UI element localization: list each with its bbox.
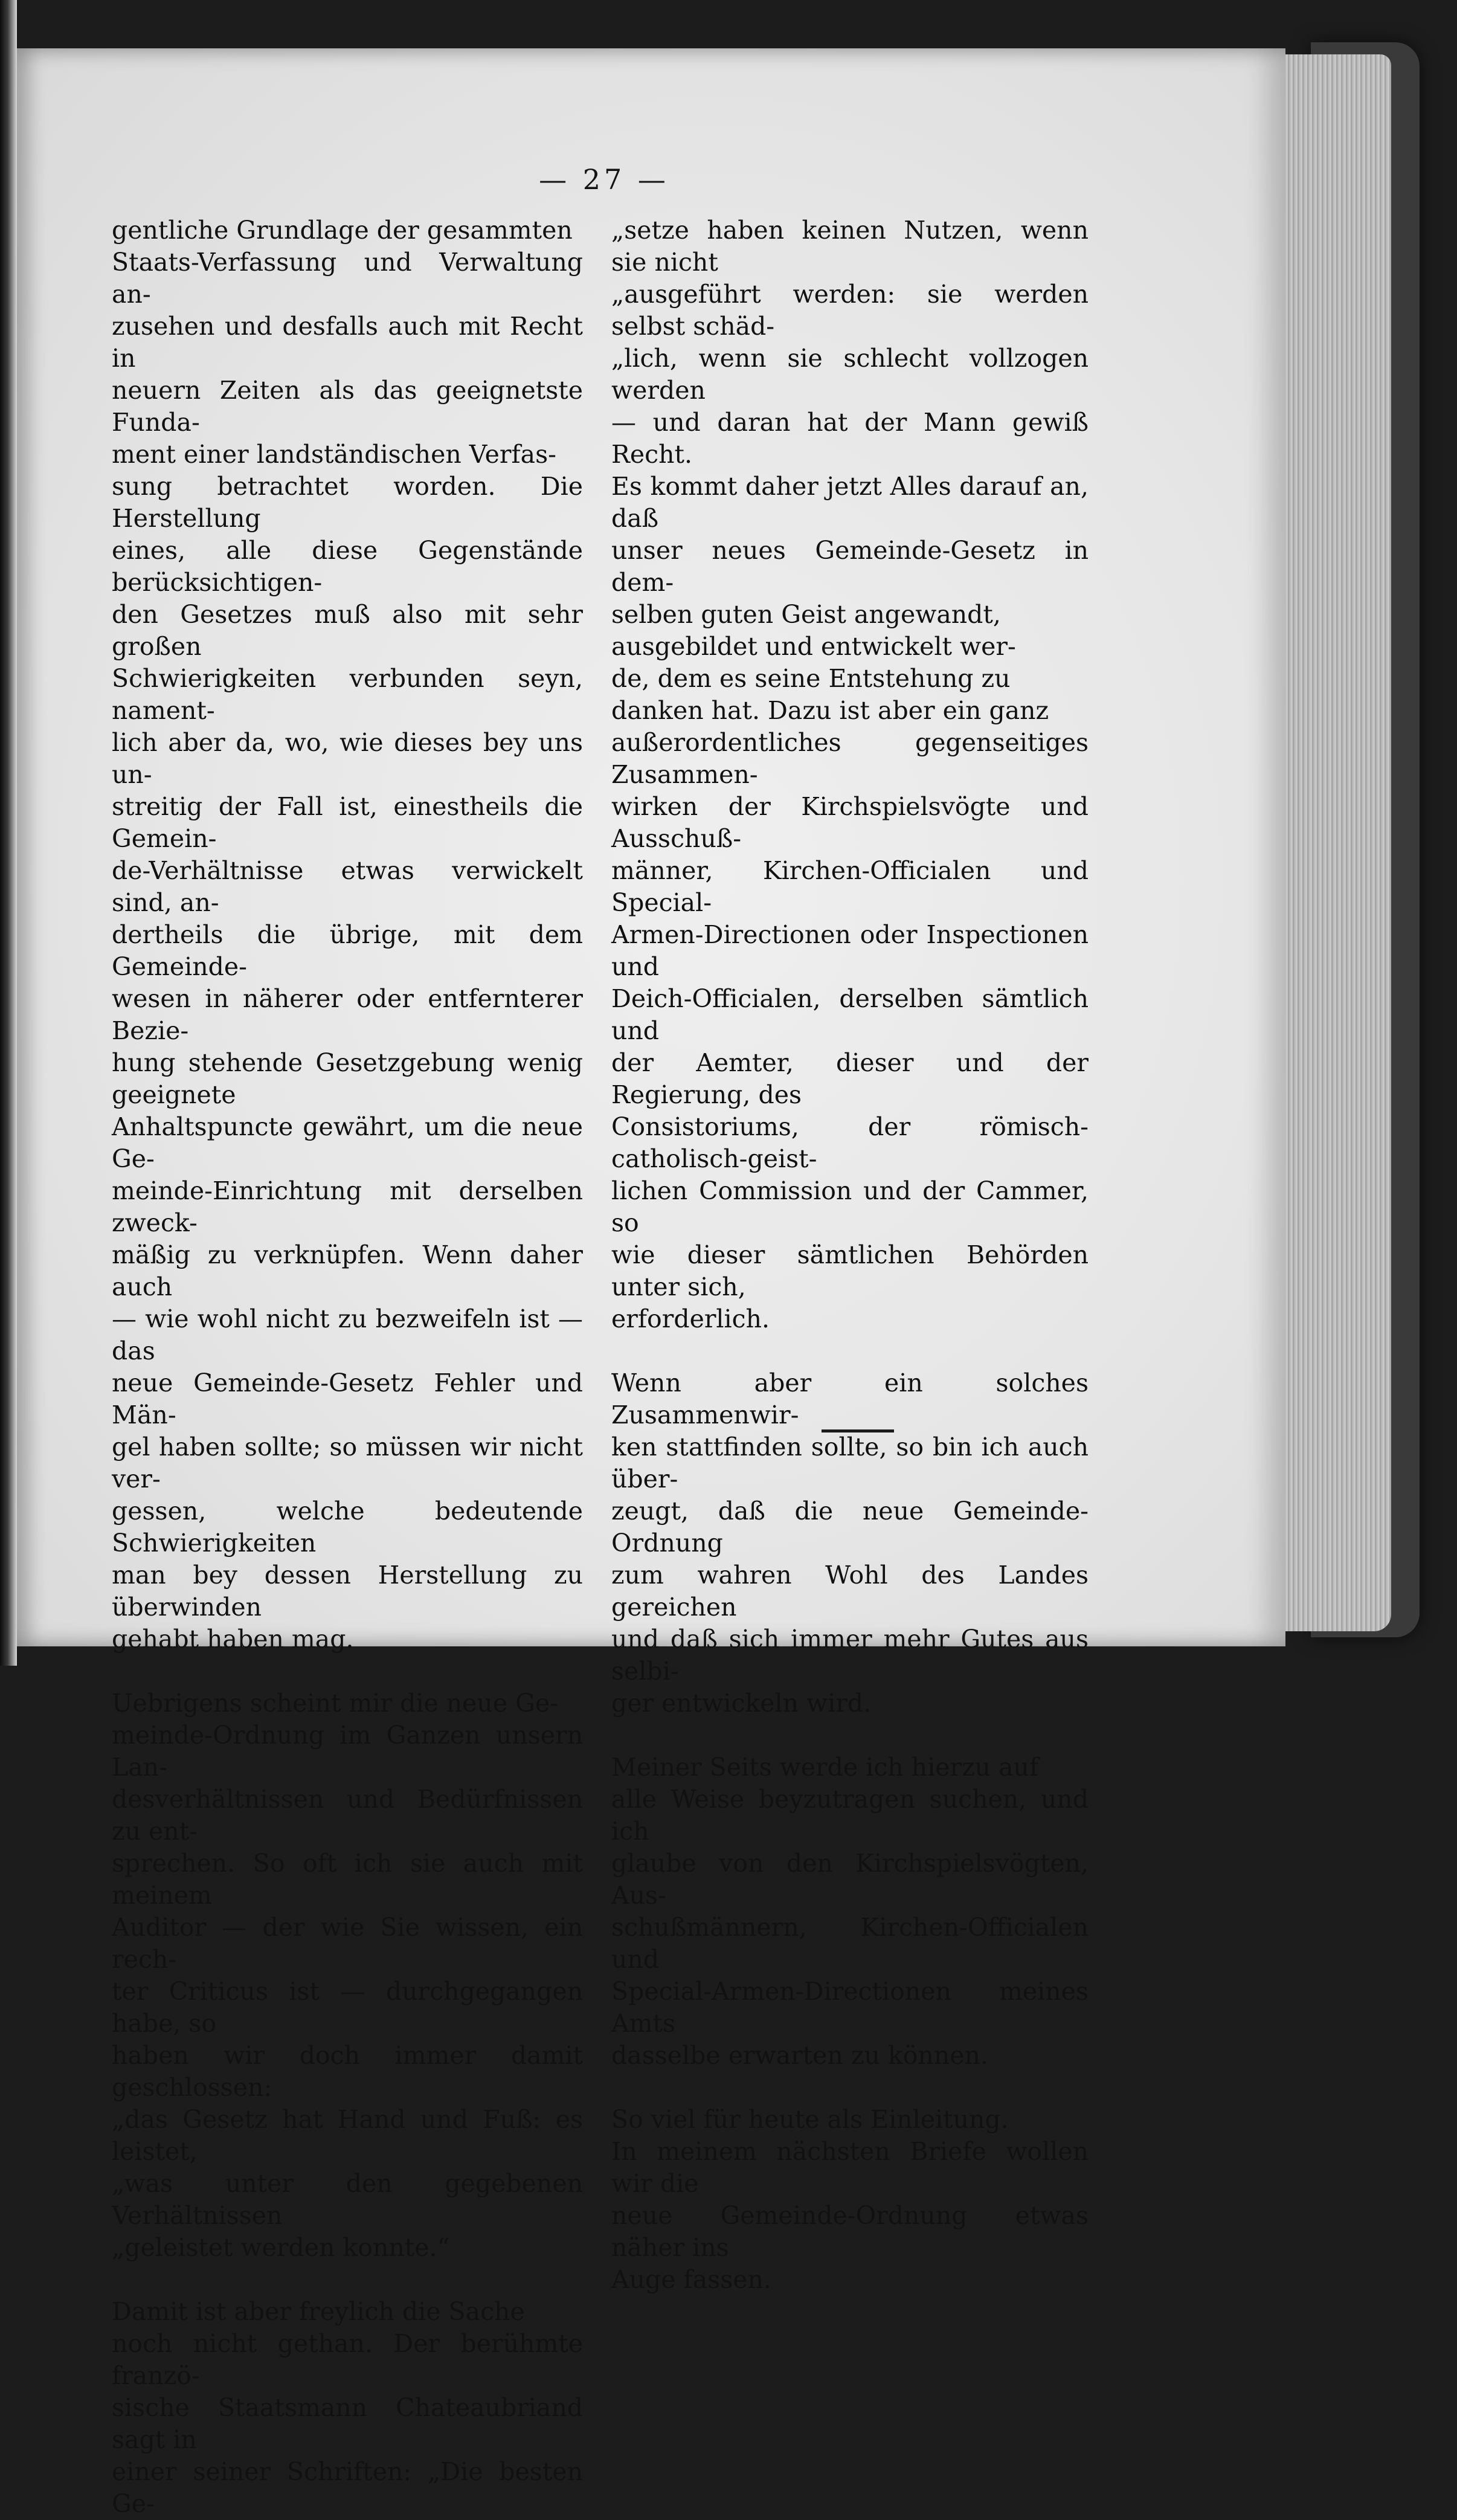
paragraph: Wenn aber ein solches Zusammenwir- ken stattfinden sollte, so bin ich auch über- zeugt, daß die neue Gemeinde-Ordnung zum wahren Wohl des Landes gereichen und daß sich immer mehr Gutes aus selbi- ger entwickeln wird.: [611, 1368, 1089, 1718]
paragraph: Meiner Seits werde ich hierzu auf alle Weise beyzutragen suchen, und ich glaube von den Kirchspielsvögten, Aus- schußmännern, Kirchen-Officialen und Special-Armen-Directionen meines Amts dasselbe erwarten zu können.: [611, 1753, 1089, 2070]
paragraph: So viel für heute als Einleitung. In meinem nächsten Briefe wollen wir die neue Gemeinde-Ordnung etwas näher ins Auge fassen.: [611, 2105, 1089, 2294]
book-gutter: [0, 0, 17, 1666]
left-column: [112, 214, 583, 2520]
paragraph: Uebrigens scheint mir die neue Ge- meinde-Ordnung im Ganzen unsern Lan- desverhältnissen und Bedürfnissen zu ent- sprechen. So oft ich sie auch mit meinem Auditor — der wie Sie wissen, ein rech- ter Criticus ist — durchgegangen habe, so haben wir doch immer damit geschlossen: „das Gesetz hat Hand und Fuß: es leistet, „was unter den gegebenen Verhältnissen „geleistet werden konnte.“: [112, 1689, 583, 2262]
paragraph: „setze haben keinen Nutzen, wenn sie nicht „ausgeführt werden: sie werden selbst schäd- „lich, wenn sie schlecht vollzogen werden — und daran hat der Mann gewiß Recht. Es kommt daher jetzt Alles darauf an, daß unser neues Gemeinde-Gesetz in dem- selben guten Geist angewandt, ausgebildet und entwickelt wer- de, dem es seine Entstehung zu danken hat. Dazu ist aber ein ganz außerordentliches gegenseitiges Zusammen- wirken der Kirchspielsvögte und Ausschuß- männer, Kirchen-Officialen und Special- Armen-Directionen oder Inspectionen und Deich-Officialen, derselben sämtlich und der Aemter, dieser und der Regierung, des Consistoriums, der römisch-catholisch-geist- lichen Commission und der Cammer, so wie dieser sämtlichen Behörden unter sich, erforderlich.: [611, 216, 1089, 1333]
paragraph: Damit ist aber freylich die Sache noch nicht gethan. Der berühmte franzö- sische Staatsmann Chateaubriand sagt in einer seiner Schriften: „Die besten Ge-: [112, 2297, 583, 2518]
right-column: [611, 214, 1089, 2296]
page-number: — 27 —: [539, 163, 669, 196]
section-end-rule: [822, 1429, 894, 1432]
page-stack-edge: [1285, 54, 1391, 1631]
paragraph: gentliche Grundlage der gesammten Staats-Verfassung und Verwaltung an- zusehen und desfalls auch mit Recht in neuern Zeiten als das geeignetste Funda- ment einer landständischen Verfas- sung betrachtet worden. Die Herstellung eines, alle diese Gegenstände berücksichtigen- den Gesetzes muß also mit sehr großen Schwierigkeiten verbunden seyn, nament- lich aber da, wo, wie dieses bey uns un- streitig der Fall ist, einestheils die Gemein- de-Verhältnisse etwas verwickelt sind, an- dertheils die übrige, mit dem Gemeinde- wesen in näherer oder entfernterer Bezie- hung stehende Gesetzgebung wenig geeignete Anhaltspuncte gewährt, um die neue Ge- meinde-Einrichtung mit derselben zweck- mäßig zu verknüpfen. Wenn daher auch — wie wohl nicht zu bezweifeln ist — das neue Gemeinde-Gesetz Fehler und Män- gel haben sollte; so müssen wir nicht ver- gessen, welche bedeutende Schwierigkeiten man bey dessen Herstellung zu überwinden gehabt haben mag.: [112, 216, 583, 1654]
